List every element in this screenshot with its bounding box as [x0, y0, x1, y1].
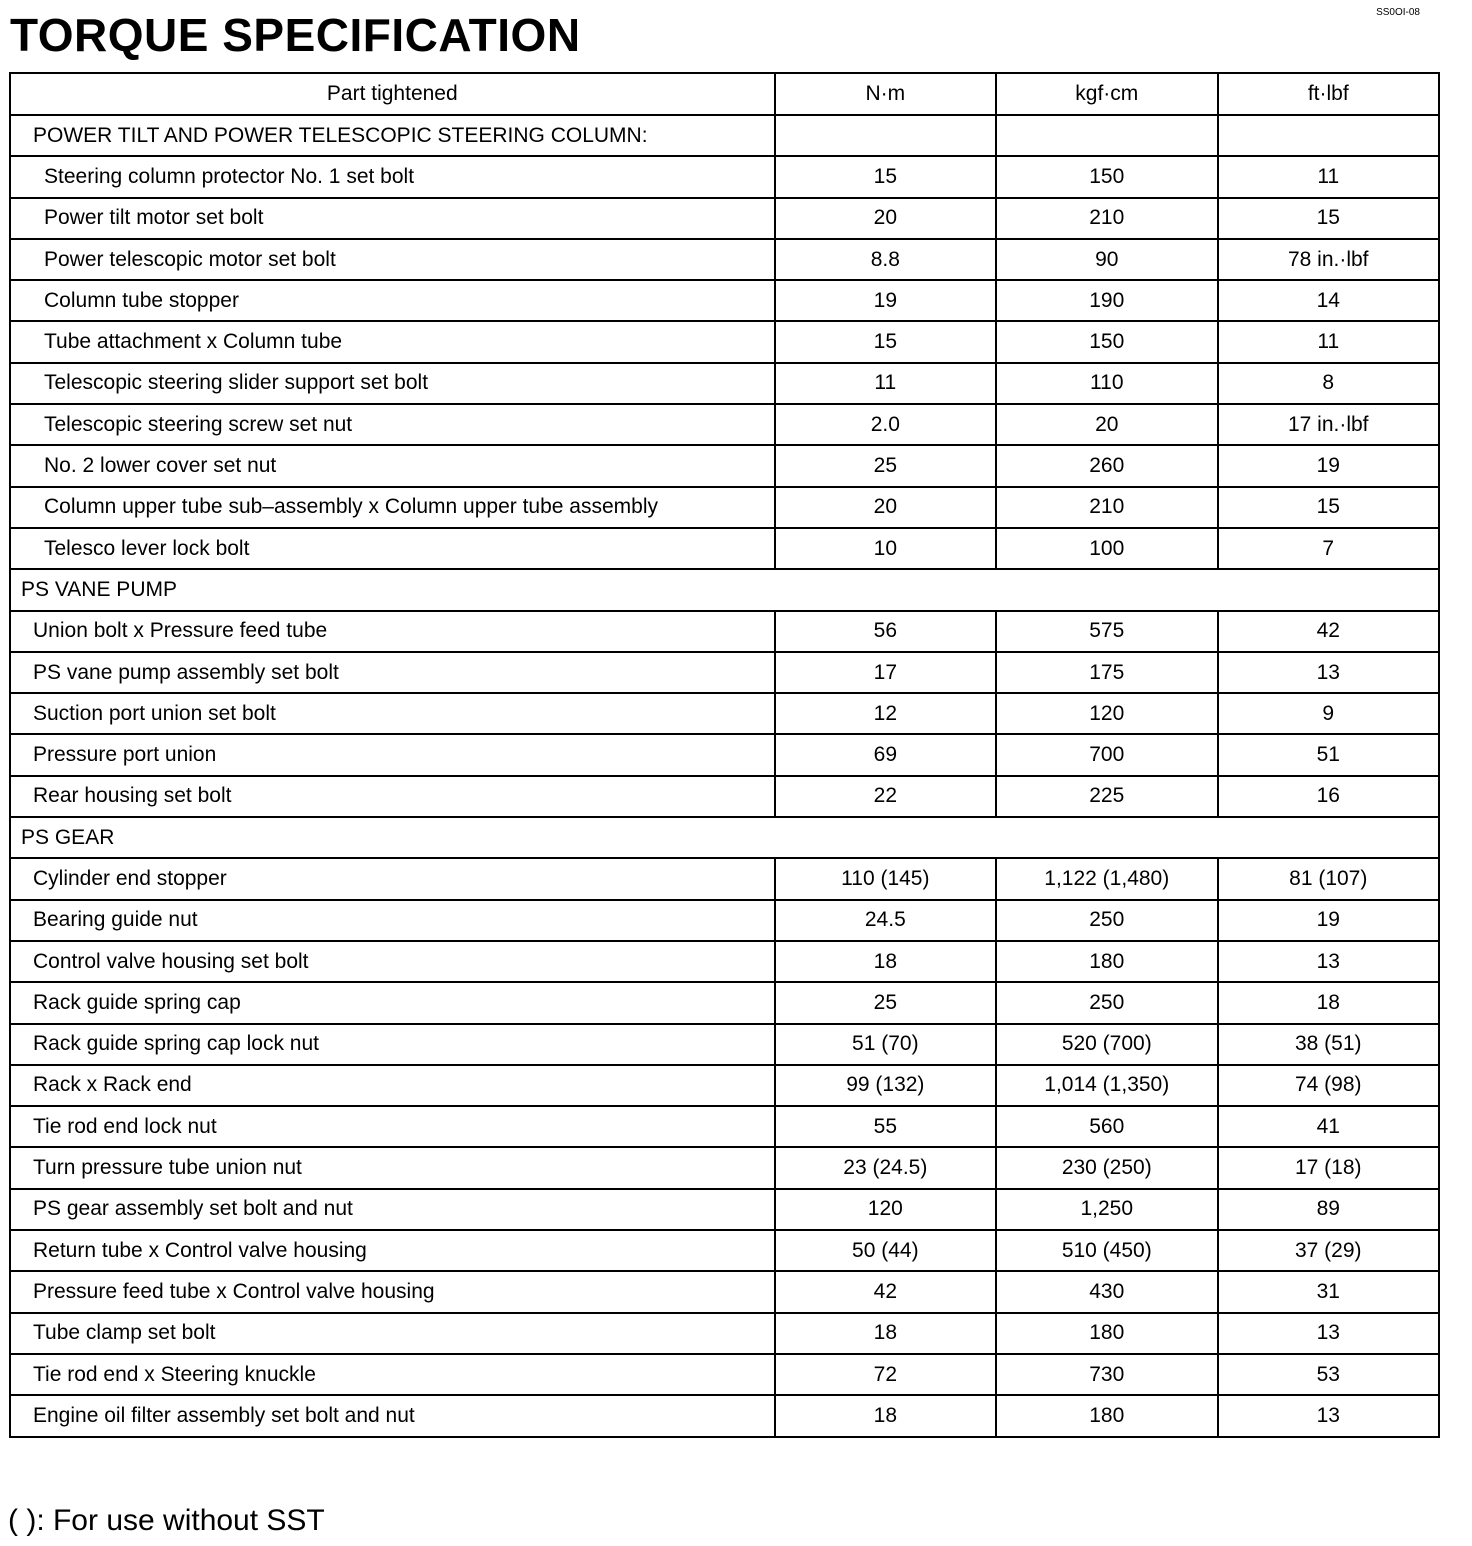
kgfcm-cell: 1,250 [996, 1189, 1217, 1230]
part-cell: Power telescopic motor set bolt [10, 239, 775, 280]
section-row [10, 569, 1439, 610]
kgfcm-cell: 210 [996, 198, 1217, 239]
empty-cell [1218, 115, 1440, 156]
part-cell: Rear housing set bolt [10, 776, 775, 817]
table-row [10, 280, 1439, 321]
kgfcm-cell: 1,014 (1,350) [996, 1065, 1217, 1106]
header-nm: N·m [775, 73, 996, 115]
nm-cell: 42 [775, 1271, 996, 1312]
part-cell: Steering column protector No. 1 set bolt [10, 156, 775, 197]
kgfcm-cell: 230 (250) [996, 1147, 1217, 1188]
nm-cell: 2.0 [775, 404, 996, 445]
ftlbf-cell: 37 (29) [1218, 1230, 1440, 1271]
nm-cell: 20 [775, 487, 996, 528]
nm-cell: 18 [775, 1395, 996, 1436]
part-cell: Telescopic steering screw set nut [10, 404, 775, 445]
table-row [10, 1106, 1439, 1147]
ftlbf-cell: 51 [1218, 734, 1440, 775]
kgfcm-cell: 575 [996, 611, 1217, 652]
ftlbf-cell: 42 [1218, 611, 1440, 652]
part-cell: Engine oil filter assembly set bolt and nut [10, 1395, 775, 1436]
part-cell: Bearing guide nut [10, 900, 775, 941]
table-row [10, 363, 1439, 404]
nm-cell: 18 [775, 941, 996, 982]
ftlbf-cell: 11 [1218, 321, 1440, 362]
ftlbf-cell: 9 [1218, 693, 1440, 734]
kgfcm-cell: 260 [996, 445, 1217, 486]
kgfcm-cell: 90 [996, 239, 1217, 280]
ftlbf-cell: 13 [1218, 1395, 1440, 1436]
ftlbf-cell: 8 [1218, 363, 1440, 404]
kgfcm-cell: 150 [996, 321, 1217, 362]
table-row [10, 156, 1439, 197]
table-row [10, 1354, 1439, 1395]
nm-cell: 55 [775, 1106, 996, 1147]
nm-cell: 22 [775, 776, 996, 817]
part-cell: PS gear assembly set bolt and nut [10, 1189, 775, 1230]
ftlbf-cell: 13 [1218, 941, 1440, 982]
nm-cell: 50 (44) [775, 1230, 996, 1271]
table-row [10, 1271, 1439, 1312]
section-row [10, 817, 1439, 858]
torque-spec-table [9, 72, 1440, 1438]
kgfcm-cell: 190 [996, 280, 1217, 321]
kgfcm-cell: 510 (450) [996, 1230, 1217, 1271]
ftlbf-cell: 78 in.·lbf [1218, 239, 1440, 280]
kgfcm-cell: 175 [996, 652, 1217, 693]
kgfcm-cell: 430 [996, 1271, 1217, 1312]
part-cell: Pressure port union [10, 734, 775, 775]
table-row [10, 982, 1439, 1023]
part-cell: Union bolt x Pressure feed tube [10, 611, 775, 652]
kgfcm-cell: 180 [996, 1395, 1217, 1436]
ftlbf-cell: 74 (98) [1218, 1065, 1440, 1106]
ftlbf-cell: 13 [1218, 652, 1440, 693]
kgfcm-cell: 210 [996, 487, 1217, 528]
part-cell: Column upper tube sub–assembly x Column upper tube assembly [10, 487, 775, 528]
table-row [10, 1395, 1439, 1436]
empty-cell [775, 115, 996, 156]
header-part-tightened: Part tightened [10, 73, 775, 115]
part-cell: Cylinder end stopper [10, 858, 775, 899]
kgfcm-cell: 250 [996, 982, 1217, 1023]
nm-cell: 120 [775, 1189, 996, 1230]
ftlbf-cell: 81 (107) [1218, 858, 1440, 899]
part-cell: Tie rod end x Steering knuckle [10, 1354, 775, 1395]
table-row [10, 900, 1439, 941]
ftlbf-cell: 31 [1218, 1271, 1440, 1312]
nm-cell: 23 (24.5) [775, 1147, 996, 1188]
table-row [10, 198, 1439, 239]
part-cell: No. 2 lower cover set nut [10, 445, 775, 486]
ftlbf-cell: 11 [1218, 156, 1440, 197]
header-kgfcm: kgf·cm [996, 73, 1217, 115]
table-row [10, 321, 1439, 362]
nm-cell: 17 [775, 652, 996, 693]
table-row [10, 611, 1439, 652]
part-cell: PS vane pump assembly set bolt [10, 652, 775, 693]
nm-cell: 24.5 [775, 900, 996, 941]
nm-cell: 19 [775, 280, 996, 321]
part-cell: Turn pressure tube union nut [10, 1147, 775, 1188]
kgfcm-cell: 520 (700) [996, 1024, 1217, 1065]
kgfcm-cell: 100 [996, 528, 1217, 569]
table-row [10, 1313, 1439, 1354]
section-row [10, 115, 1439, 156]
table-row [10, 693, 1439, 734]
part-cell: Telesco lever lock bolt [10, 528, 775, 569]
ftlbf-cell: 19 [1218, 445, 1440, 486]
ftlbf-cell: 89 [1218, 1189, 1440, 1230]
part-cell: Return tube x Control valve housing [10, 1230, 775, 1271]
table-row [10, 734, 1439, 775]
ftlbf-cell: 14 [1218, 280, 1440, 321]
kgfcm-cell: 180 [996, 941, 1217, 982]
footnote: ( ): For use without SST [8, 1504, 325, 1537]
ftlbf-cell: 17 (18) [1218, 1147, 1440, 1188]
part-cell: Tube clamp set bolt [10, 1313, 775, 1354]
part-cell: Tube attachment x Column tube [10, 321, 775, 362]
nm-cell: 72 [775, 1354, 996, 1395]
part-cell: Rack x Rack end [10, 1065, 775, 1106]
nm-cell: 10 [775, 528, 996, 569]
ftlbf-cell: 7 [1218, 528, 1440, 569]
table-row [10, 404, 1439, 445]
table-header-row [10, 73, 1439, 115]
part-cell: Pressure feed tube x Control valve housing [10, 1271, 775, 1312]
kgfcm-cell: 225 [996, 776, 1217, 817]
part-cell: Control valve housing set bolt [10, 941, 775, 982]
kgfcm-cell: 150 [996, 156, 1217, 197]
nm-cell: 12 [775, 693, 996, 734]
nm-cell: 69 [775, 734, 996, 775]
part-cell: Rack guide spring cap [10, 982, 775, 1023]
nm-cell: 15 [775, 321, 996, 362]
kgfcm-cell: 730 [996, 1354, 1217, 1395]
table-row [10, 1065, 1439, 1106]
nm-cell: 11 [775, 363, 996, 404]
table-row [10, 1189, 1439, 1230]
nm-cell: 25 [775, 982, 996, 1023]
nm-cell: 110 (145) [775, 858, 996, 899]
section-title: PS GEAR [10, 817, 1439, 858]
ftlbf-cell: 53 [1218, 1354, 1440, 1395]
ftlbf-cell: 41 [1218, 1106, 1440, 1147]
header-ftlbf: ft·lbf [1218, 73, 1440, 115]
kgfcm-cell: 1,122 (1,480) [996, 858, 1217, 899]
part-cell: Telescopic steering slider support set bolt [10, 363, 775, 404]
kgfcm-cell: 700 [996, 734, 1217, 775]
part-cell: Tie rod end lock nut [10, 1106, 775, 1147]
nm-cell: 56 [775, 611, 996, 652]
table-row [10, 776, 1439, 817]
ftlbf-cell: 13 [1218, 1313, 1440, 1354]
table-row [10, 1024, 1439, 1065]
nm-cell: 99 (132) [775, 1065, 996, 1106]
kgfcm-cell: 560 [996, 1106, 1217, 1147]
part-cell: Rack guide spring cap lock nut [10, 1024, 775, 1065]
table-row [10, 1147, 1439, 1188]
nm-cell: 25 [775, 445, 996, 486]
table-row [10, 1230, 1439, 1271]
kgfcm-cell: 180 [996, 1313, 1217, 1354]
ftlbf-cell: 17 in.·lbf [1218, 404, 1440, 445]
table-row [10, 528, 1439, 569]
part-cell: Suction port union set bolt [10, 693, 775, 734]
ftlbf-cell: 38 (51) [1218, 1024, 1440, 1065]
nm-cell: 51 (70) [775, 1024, 996, 1065]
nm-cell: 20 [775, 198, 996, 239]
table-row [10, 239, 1439, 280]
section-title: POWER TILT AND POWER TELESCOPIC STEERING COLUMN: [10, 115, 775, 156]
kgfcm-cell: 250 [996, 900, 1217, 941]
ftlbf-cell: 16 [1218, 776, 1440, 817]
kgfcm-cell: 120 [996, 693, 1217, 734]
nm-cell: 18 [775, 1313, 996, 1354]
kgfcm-cell: 20 [996, 404, 1217, 445]
table-row [10, 652, 1439, 693]
ftlbf-cell: 19 [1218, 900, 1440, 941]
kgfcm-cell: 110 [996, 363, 1217, 404]
table-row [10, 941, 1439, 982]
table-body [10, 115, 1439, 1437]
table-row [10, 487, 1439, 528]
ftlbf-cell: 15 [1218, 487, 1440, 528]
part-cell: Power tilt motor set bolt [10, 198, 775, 239]
page-title: TORQUE SPECIFICATION [10, 9, 581, 61]
table-row [10, 858, 1439, 899]
ftlbf-cell: 15 [1218, 198, 1440, 239]
nm-cell: 15 [775, 156, 996, 197]
document-code: SS0OI-08 [1376, 7, 1420, 18]
ftlbf-cell: 18 [1218, 982, 1440, 1023]
part-cell: Column tube stopper [10, 280, 775, 321]
nm-cell: 8.8 [775, 239, 996, 280]
table-row [10, 445, 1439, 486]
empty-cell [996, 115, 1217, 156]
section-title: PS VANE PUMP [10, 569, 1439, 610]
